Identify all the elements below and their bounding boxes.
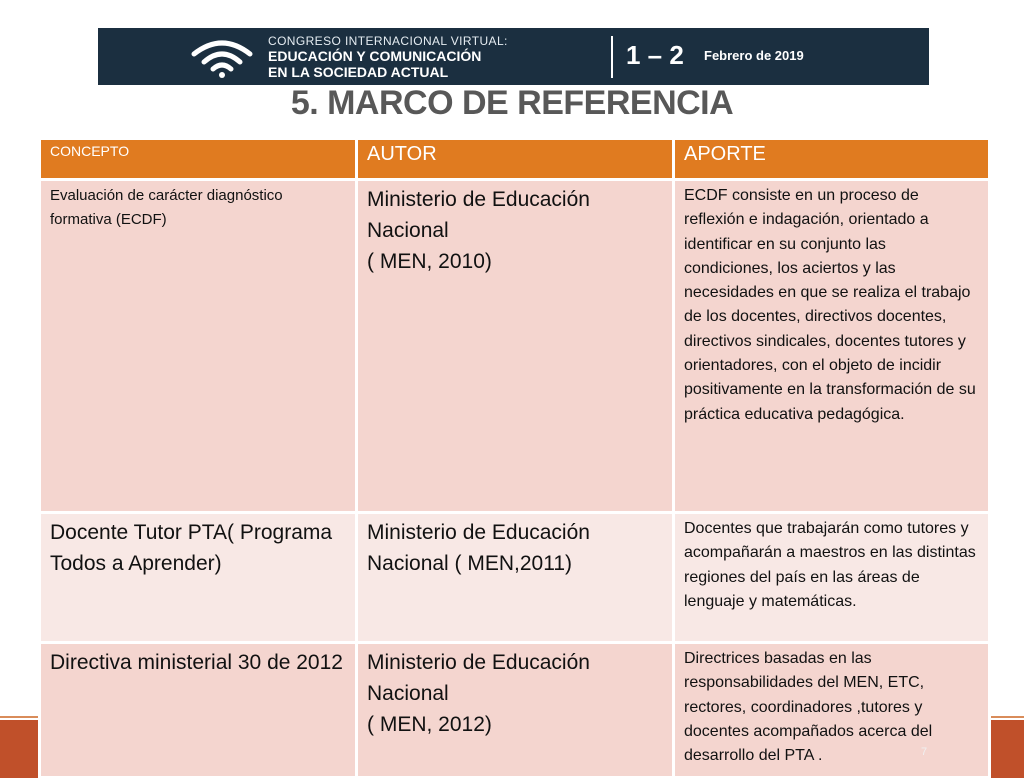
cell-concepto: Evaluación de carácter diagnóstico formativa (ECDF) xyxy=(40,180,357,513)
banner-divider xyxy=(611,36,613,78)
cell-aporte: ECDF consiste en un proceso de reflexión e indagación, orientado a identificar en su conjunto las condiciones, los aciertos y las necesidades en que se realiza el trabajo de los docentes, directivos docentes, directivos sindicales, docentes tutores y orientadores, con el objeto de incidir positivamente en la transformación de su práctica educativa pedagógica. xyxy=(674,180,990,513)
footer-accent-left xyxy=(0,720,38,778)
table-row xyxy=(40,513,990,643)
wifi-icon xyxy=(190,38,254,78)
header-autor: AUTOR xyxy=(357,139,674,180)
banner-subtitle: CONGRESO INTERNACIONAL VIRTUAL: xyxy=(268,34,508,48)
cell-aporte: Docentes que trabajarán como tutores y acompañarán a maestros en las distintas regiones del país en las áreas de lenguaje y matemáticas. xyxy=(674,513,990,643)
page-title: 5. MARCO DE REFERENCIA xyxy=(290,84,734,122)
cell-concepto: Directiva ministerial 30 de 2012 xyxy=(40,643,357,778)
cell-autor: Ministerio de Educación Nacional ( MEN, 2010) xyxy=(357,180,674,513)
table-row xyxy=(40,180,990,513)
cell-autor: Ministerio de Educación Nacional ( MEN,2011) xyxy=(357,513,674,643)
banner-month: Febrero de 2019 xyxy=(704,48,804,63)
header-concepto: CONCEPTO xyxy=(40,139,357,180)
table-header-row xyxy=(40,139,990,180)
cell-aporte: Directrices basadas en las responsabilidades del MEN, ETC, rectores, coordinadores ,tutores y docentes acompañados acerca del desarrollo del PTA . xyxy=(674,643,990,778)
banner-dates: 1 – 2 xyxy=(626,40,684,70)
congress-banner xyxy=(98,28,929,85)
banner-title-line1: EDUCACIÓN Y COMUNICACIÓN xyxy=(268,48,482,64)
page-number: 7 xyxy=(921,746,928,758)
table-row xyxy=(40,643,990,778)
banner-title-line2: EN LA SOCIEDAD ACTUAL xyxy=(268,64,449,80)
footer-accent-right xyxy=(988,720,1024,778)
cell-autor: Ministerio de Educación Nacional ( MEN, 2012) xyxy=(357,643,674,778)
reference-table xyxy=(38,137,991,779)
header-aporte: APORTE xyxy=(674,139,990,180)
cell-concepto: Docente Tutor PTA( Programa Todos a Aprender) xyxy=(40,513,357,643)
